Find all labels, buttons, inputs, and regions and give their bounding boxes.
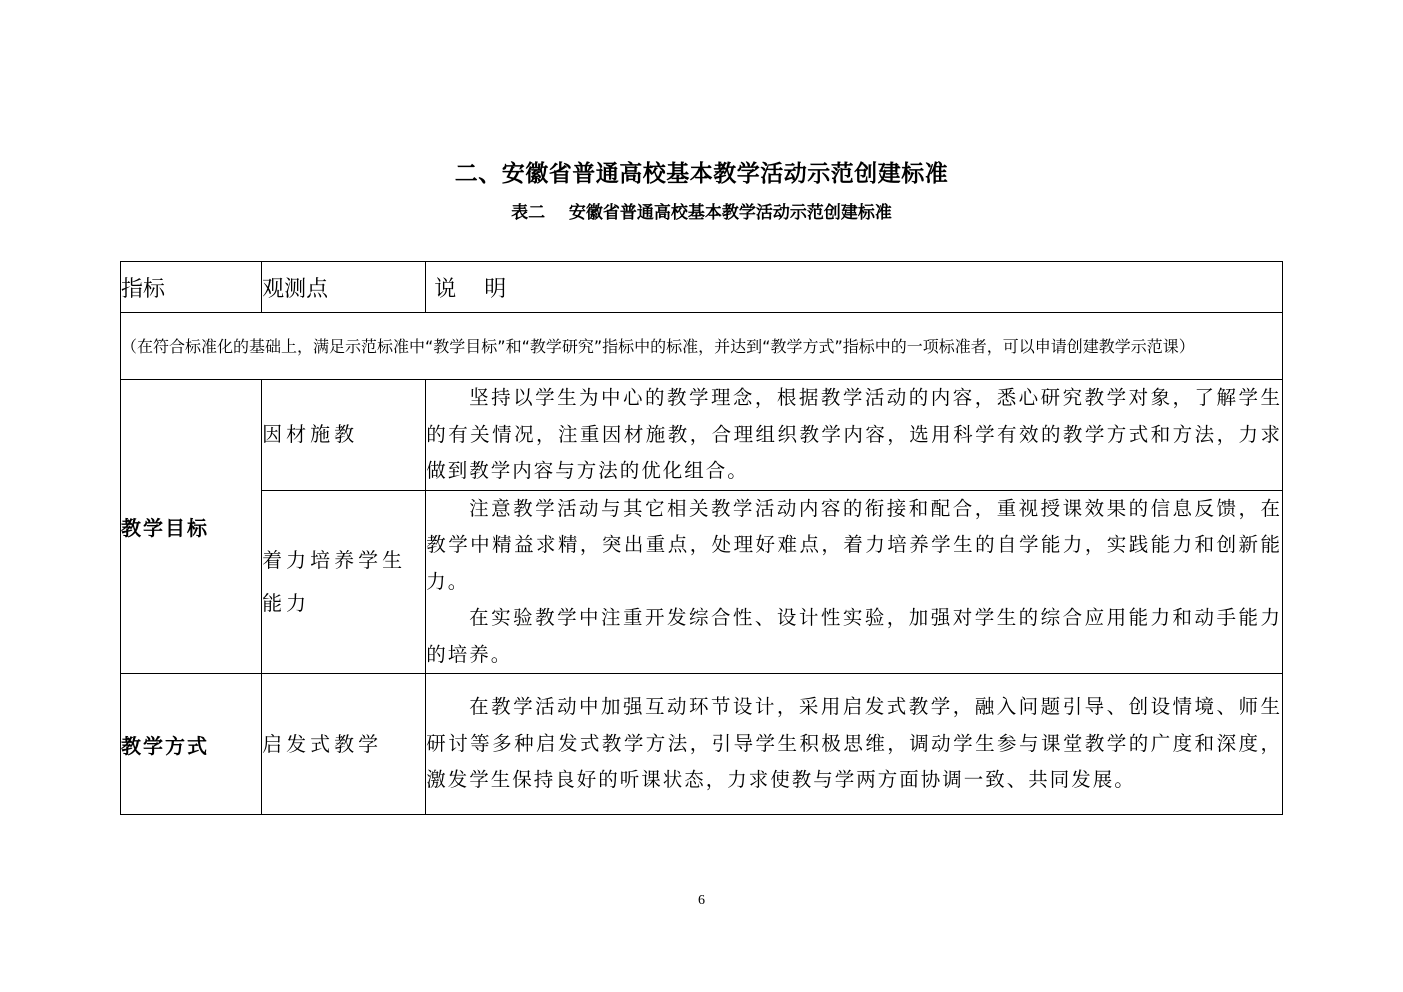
header-description	[426, 262, 1283, 313]
description-cell	[426, 674, 1283, 815]
table-caption: 表二 安徽省普通高校基本教学活动示范创建标准	[511, 203, 892, 223]
document-title: 二、安徽省普通高校基本教学活动示范创建标准	[454, 161, 949, 187]
observation-point: 着力培养学生能力	[262, 490, 426, 674]
table-header-row	[121, 262, 1283, 313]
header-indicator: 指标	[121, 262, 262, 313]
header-description-label: 说 明	[434, 276, 507, 302]
table-row	[121, 674, 1283, 815]
table-row	[121, 490, 1283, 674]
table-note-row	[121, 313, 1283, 380]
indicator-teaching-goal: 教学目标	[121, 380, 262, 674]
indicator-teaching-method: 教学方式	[121, 674, 262, 815]
observation-point: 因材施教	[262, 380, 426, 491]
description-cell	[426, 490, 1283, 674]
standards-table	[120, 261, 1283, 815]
header-observation-point: 观测点	[262, 262, 426, 313]
description-paragraph: 坚持以学生为中心的教学理念，根据教学活动的内容，悉心研究教学对象，了解学生的有关情况，注重因材施教，合理组织教学内容，选用科学有效的教学方式和方法，力求做到教学内容与方法的优化组合。	[426, 386, 1282, 482]
table-note: （在符合标准化的基础上，满足示范标准中“教学目标”和“教学研究”指标中的标准，并达到“教学方式”指标中的一项标准者，可以申请创建教学示范课）	[121, 313, 1283, 380]
page-number: 6	[698, 893, 705, 908]
description-paragraph: 注意教学活动与其它相关教学活动内容的衔接和配合，重视授课效果的信息反馈，在教学中精益求精，突出重点，处理好难点，着力培养学生的自学能力，实践能力和创新能力。	[426, 496, 1282, 593]
description-paragraph: 在实验教学中注重开发综合性、设计性实验，加强对学生的综合应用能力和动手能力的培养。	[426, 606, 1282, 666]
description-paragraph: 在教学活动中加强互动环节设计，采用启发式教学，融入问题引导、创设情境、师生研讨等多种启发式教学方法，引导学生积极思维，调动学生参与课堂教学的广度和深度，激发学生保持良好的听课状态，力求使教与学两方面协调一致、共同发展。	[426, 695, 1282, 792]
table-row	[121, 380, 1283, 491]
description-cell	[426, 380, 1283, 491]
observation-point: 启发式教学	[262, 674, 426, 815]
